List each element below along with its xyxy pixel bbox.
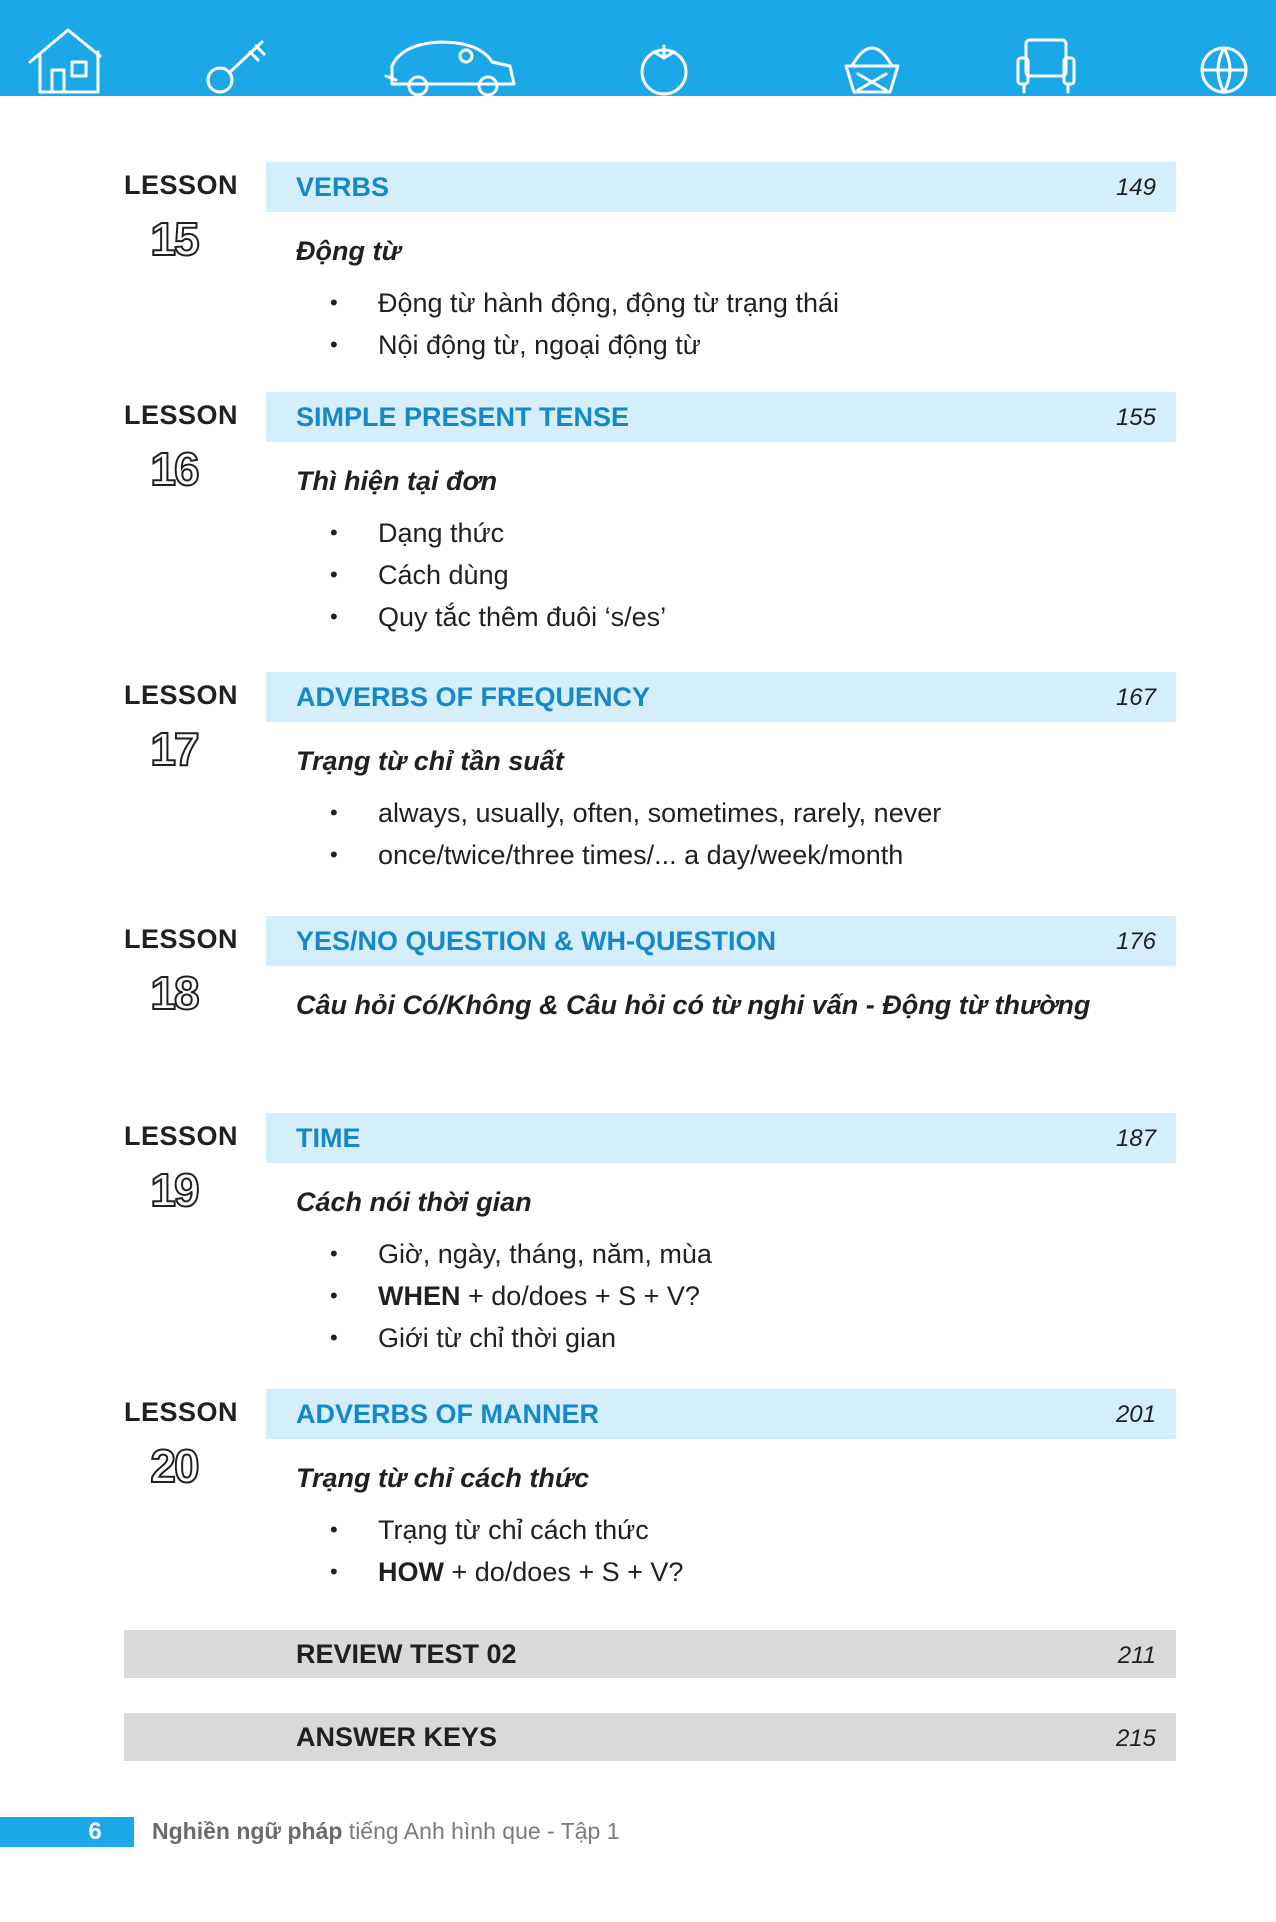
footer-book-title: Nghiền ngữ pháp tiếng Anh hình que - Tập 1 [152, 1818, 620, 1844]
lesson-label: LESSON [124, 1397, 239, 1427]
lesson-subtitle: Trạng từ chỉ tần suất [296, 746, 564, 776]
lesson-title: VERBS [296, 172, 390, 202]
lesson-label: LESSON [124, 1121, 239, 1151]
list-item: • WHEN + do/does + S + V? [330, 1281, 700, 1311]
key-icon [208, 42, 264, 92]
list-item: • Nội động từ, ngoại động từ [330, 330, 701, 360]
lesson-number: 20 [150, 1440, 198, 1492]
list-item: • Quy tắc thêm đuôi ‘s/es’ [330, 602, 667, 632]
lesson-title-bar[interactable] [266, 916, 1176, 966]
lesson-bullet-list [330, 512, 666, 638]
lesson-page-number: 155 [1115, 404, 1156, 431]
armchair-icon [1018, 40, 1074, 92]
entry-title: ANSWER KEYS [296, 1722, 498, 1752]
review-test-entry[interactable] [124, 1630, 1176, 1678]
lesson-bullet-list [330, 1509, 683, 1593]
lesson-label: LESSON [124, 680, 239, 710]
lesson-title: SIMPLE PRESENT TENSE [296, 402, 630, 432]
lesson-page-number: 167 [1115, 684, 1156, 711]
basket-icon [846, 48, 898, 92]
lesson-page-number: 201 [1115, 1401, 1156, 1428]
list-item: • HOW + do/does + S + V? [330, 1557, 684, 1587]
list-item: • always, usually, often, sometimes, rarely, never [330, 798, 942, 828]
list-item: • Cách dùng [330, 560, 509, 590]
entry-page-number: 211 [1117, 1642, 1156, 1669]
lesson-label: LESSON [124, 924, 239, 954]
list-item: • once/twice/three times/... a day/week/month [330, 840, 904, 870]
lesson-page-number: 176 [1115, 928, 1156, 955]
lesson-page-number: 149 [1115, 174, 1156, 201]
lesson-page-number: 187 [1115, 1125, 1156, 1152]
lesson-title-bar[interactable] [266, 162, 1176, 212]
lesson-subtitle: Cách nói thời gian [296, 1187, 532, 1217]
entry-page-number: 215 [1115, 1725, 1156, 1752]
lesson-title: ADVERBS OF FREQUENCY [296, 682, 651, 712]
lesson-label: LESSON [124, 170, 239, 200]
lesson-subtitle: Câu hỏi Có/Không & Câu hỏi có từ nghi vấn - Động từ thường [296, 990, 1091, 1020]
lesson-title: ADVERBS OF MANNER [296, 1399, 600, 1429]
lesson-title-bar[interactable] [266, 392, 1176, 442]
tomato-icon [642, 46, 686, 94]
car-icon [386, 42, 514, 95]
lesson-title: YES/NO QUESTION & WH-QUESTION [296, 926, 777, 956]
lesson-subtitle: Thì hiện tại đơn [296, 466, 498, 496]
lesson-bullet-list [330, 1233, 712, 1359]
lesson-title-bar[interactable] [266, 672, 1176, 722]
list-item: • Giờ, ngày, tháng, năm, mùa [330, 1239, 712, 1269]
list-item: • Dạng thức [330, 518, 505, 548]
house-icon [30, 30, 100, 92]
lesson-bullet-list [330, 792, 941, 876]
lesson-title-bar[interactable] [266, 1389, 1176, 1439]
header-banner [0, 0, 1276, 96]
lesson-number: 17 [150, 723, 198, 775]
list-item: • Giới từ chỉ thời gian [330, 1323, 617, 1353]
list-item: • Trạng từ chỉ cách thức [330, 1515, 649, 1545]
entry-title: REVIEW TEST 02 [296, 1639, 517, 1669]
ball-icon [1202, 48, 1246, 92]
lesson-subtitle: Động từ [296, 236, 401, 266]
lesson-title: TIME [296, 1123, 361, 1153]
lesson-subtitle: Trạng từ chỉ cách thức [296, 1463, 590, 1493]
lesson-number: 15 [150, 213, 198, 265]
answer-keys-entry[interactable] [124, 1713, 1176, 1761]
lesson-bullet-list [330, 282, 839, 366]
lesson-number: 16 [150, 443, 198, 495]
list-item: • Động từ hành động, động từ trạng thái [330, 288, 839, 318]
lesson-number: 19 [150, 1164, 198, 1216]
footer-page-number: 6 [88, 1818, 102, 1845]
lesson-label: LESSON [124, 400, 239, 430]
lesson-number: 18 [150, 967, 198, 1019]
lesson-title-bar[interactable] [266, 1113, 1176, 1163]
